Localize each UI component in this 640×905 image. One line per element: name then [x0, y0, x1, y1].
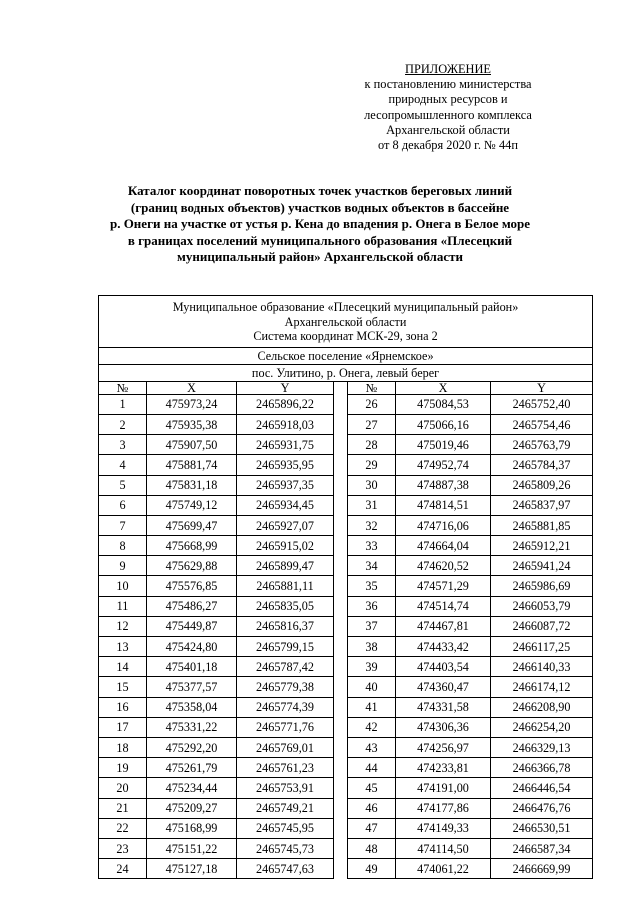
point-num: 10 — [99, 576, 147, 596]
column-gap — [334, 515, 348, 535]
column-gap — [334, 414, 348, 434]
table-row — [99, 556, 593, 576]
coord-x: 474360,47 — [396, 677, 491, 697]
point-num: 42 — [348, 717, 396, 737]
table-row — [99, 414, 593, 434]
table-row — [99, 677, 593, 697]
table-row — [99, 616, 593, 636]
coord-y: 2465763,79 — [491, 435, 593, 455]
point-num: 32 — [348, 515, 396, 535]
coord-x: 474403,54 — [396, 657, 491, 677]
coord-y: 2465752,40 — [491, 394, 593, 414]
point-num: 12 — [99, 616, 147, 636]
coord-y: 2465799,15 — [237, 637, 334, 657]
coord-y: 2465915,02 — [237, 536, 334, 556]
coord-x: 474061,22 — [396, 859, 491, 879]
point-num: 7 — [99, 515, 147, 535]
table-row — [99, 495, 593, 515]
table-row — [99, 758, 593, 778]
coord-x: 475292,20 — [147, 737, 237, 757]
point-num: 43 — [348, 737, 396, 757]
coord-y: 2465935,95 — [237, 455, 334, 475]
column-header-row — [99, 381, 593, 394]
coord-x: 475066,16 — [396, 414, 491, 434]
coord-x: 475749,12 — [147, 495, 237, 515]
point-num: 49 — [348, 859, 396, 879]
table-row — [99, 475, 593, 495]
coord-y: 2465837,97 — [491, 495, 593, 515]
coord-y: 2465747,63 — [237, 859, 334, 879]
column-gap — [334, 798, 348, 818]
coord-y: 2465809,26 — [491, 475, 593, 495]
col-header-x: X — [396, 381, 491, 394]
appendix-line: лесопромышленного комплекса — [364, 107, 532, 122]
column-gap — [334, 596, 348, 616]
coord-x: 475973,24 — [147, 394, 237, 414]
coord-y: 2465931,75 — [237, 435, 334, 455]
col-header-num: № — [99, 381, 147, 394]
section-row — [99, 364, 593, 381]
coord-x: 475084,53 — [396, 394, 491, 414]
coord-x: 475935,38 — [147, 414, 237, 434]
coord-y: 2465835,05 — [237, 596, 334, 616]
point-num: 6 — [99, 495, 147, 515]
point-num: 45 — [348, 778, 396, 798]
coord-y: 2465927,07 — [237, 515, 334, 535]
coord-x: 475019,46 — [396, 435, 491, 455]
table-row — [99, 798, 593, 818]
document-title — [40, 183, 600, 266]
point-num: 46 — [348, 798, 396, 818]
coord-x: 474191,00 — [396, 778, 491, 798]
point-num: 39 — [348, 657, 396, 677]
coord-y: 2466254,20 — [491, 717, 593, 737]
column-gap — [334, 717, 348, 737]
title-line: р. Онеги на участке от устья р. Кена до впадения р. Онега в Белое море — [109, 216, 531, 232]
coord-x: 475261,79 — [147, 758, 237, 778]
coord-x: 475881,74 — [147, 455, 237, 475]
col-header-num: № — [348, 381, 396, 394]
column-gap — [334, 637, 348, 657]
coord-y: 2465941,24 — [491, 556, 593, 576]
point-num: 8 — [99, 536, 147, 556]
column-gap — [334, 677, 348, 697]
coord-y: 2465934,45 — [237, 495, 334, 515]
coord-y: 2466087,72 — [491, 616, 593, 636]
point-num: 5 — [99, 475, 147, 495]
coord-y: 2465771,76 — [237, 717, 334, 737]
column-gap — [334, 818, 348, 838]
point-num: 48 — [348, 838, 396, 858]
point-num: 35 — [348, 576, 396, 596]
column-gap — [334, 455, 348, 475]
column-gap — [334, 495, 348, 515]
coord-x: 475209,27 — [147, 798, 237, 818]
section-cell: пос. Улитино, р. Онега, левый берег — [99, 364, 593, 381]
title-line: в границах поселений муниципального образования «Плесецкий — [127, 232, 513, 248]
coord-x: 474952,74 — [396, 455, 491, 475]
coord-y: 2466329,13 — [491, 737, 593, 757]
column-gap — [334, 737, 348, 757]
appendix-line: от 8 декабря 2020 г. № 44п — [378, 138, 518, 153]
coord-x: 474620,52 — [396, 556, 491, 576]
table-row — [99, 838, 593, 858]
table-row — [99, 657, 593, 677]
coord-y: 2466587,34 — [491, 838, 593, 858]
coord-y: 2465787,42 — [237, 657, 334, 677]
column-gap — [334, 394, 348, 414]
point-num: 23 — [99, 838, 147, 858]
coord-x: 475668,99 — [147, 536, 237, 556]
column-gap — [334, 536, 348, 556]
coord-y: 2465784,37 — [491, 455, 593, 475]
point-num: 21 — [99, 798, 147, 818]
column-gap — [334, 697, 348, 717]
title-line: Каталог координат поворотных точек участков береговых линий — [127, 183, 513, 198]
coord-y: 2465816,37 — [237, 616, 334, 636]
col-header-x: X — [147, 381, 237, 394]
table-row — [99, 455, 593, 475]
coord-y: 2465761,23 — [237, 758, 334, 778]
coord-y: 2466446,54 — [491, 778, 593, 798]
coord-y: 2466208,90 — [491, 697, 593, 717]
coord-x: 474664,04 — [396, 536, 491, 556]
table-row — [99, 818, 593, 838]
appendix-line: к постановлению министерства — [364, 77, 532, 92]
column-gap — [334, 838, 348, 858]
table-row — [99, 637, 593, 657]
coord-y: 2466366,78 — [491, 758, 593, 778]
column-gap — [334, 616, 348, 636]
point-num: 4 — [99, 455, 147, 475]
settlement-cell: Сельское поселение «Ярнемское» — [99, 347, 593, 364]
coord-x: 475699,47 — [147, 515, 237, 535]
point-num: 13 — [99, 637, 147, 657]
coord-x: 474433,42 — [396, 637, 491, 657]
header-line: Архангельской области — [284, 314, 407, 329]
appendix-line: природных ресурсов и — [388, 92, 508, 107]
point-num: 2 — [99, 414, 147, 434]
point-num: 38 — [348, 637, 396, 657]
coord-y: 2465896,22 — [237, 394, 334, 414]
coord-y: 2465881,85 — [491, 515, 593, 535]
point-num: 29 — [348, 455, 396, 475]
point-num: 3 — [99, 435, 147, 455]
point-num: 14 — [99, 657, 147, 677]
header-line: Муниципальное образование «Плесецкий муниципальный район» — [172, 300, 519, 314]
coord-y: 2465881,11 — [237, 576, 334, 596]
coord-y: 2466174,12 — [491, 677, 593, 697]
column-gap — [334, 435, 348, 455]
column-gap — [334, 381, 348, 394]
coord-y: 2466476,76 — [491, 798, 593, 818]
column-gap — [334, 475, 348, 495]
coord-x: 475449,87 — [147, 616, 237, 636]
table-row — [99, 576, 593, 596]
coord-x: 474814,51 — [396, 495, 491, 515]
coord-x: 474256,97 — [396, 737, 491, 757]
point-num: 15 — [99, 677, 147, 697]
coord-y: 2465918,03 — [237, 414, 334, 434]
coordinates-table — [98, 295, 593, 879]
title-line: муниципальный район» Архангельской области — [177, 249, 463, 265]
title-line: (границ водных объектов) участков водных объектов в бассейне — [130, 199, 510, 215]
column-gap — [334, 859, 348, 879]
coord-y: 2465986,69 — [491, 576, 593, 596]
appendix-block — [338, 62, 558, 153]
point-num: 44 — [348, 758, 396, 778]
municipality-header — [99, 296, 593, 348]
table-row — [99, 859, 593, 879]
point-num: 33 — [348, 536, 396, 556]
point-num: 28 — [348, 435, 396, 455]
coord-x: 475629,88 — [147, 556, 237, 576]
coord-x: 475168,99 — [147, 818, 237, 838]
coord-y: 2465745,73 — [237, 838, 334, 858]
coord-x: 474716,06 — [396, 515, 491, 535]
coord-x: 474571,29 — [396, 576, 491, 596]
coord-x: 474114,50 — [396, 838, 491, 858]
point-num: 16 — [99, 697, 147, 717]
table-row — [99, 536, 593, 556]
table-row — [99, 394, 593, 414]
point-num: 11 — [99, 596, 147, 616]
point-num: 40 — [348, 677, 396, 697]
coord-x: 475377,57 — [147, 677, 237, 697]
point-num: 22 — [99, 818, 147, 838]
column-gap — [334, 657, 348, 677]
col-header-y: Y — [491, 381, 593, 394]
column-gap — [334, 778, 348, 798]
coord-y: 2466530,51 — [491, 818, 593, 838]
coord-x: 474149,33 — [396, 818, 491, 838]
header-line: Система координат МСК-29, зона 2 — [253, 329, 438, 344]
coord-y: 2466117,25 — [491, 637, 593, 657]
col-header-y: Y — [237, 381, 334, 394]
coord-x: 474177,86 — [396, 798, 491, 818]
table-row — [99, 515, 593, 535]
coord-y: 2465779,38 — [237, 677, 334, 697]
point-num: 17 — [99, 717, 147, 737]
coord-x: 474887,38 — [396, 475, 491, 495]
coord-y: 2466053,79 — [491, 596, 593, 616]
coord-x: 475401,18 — [147, 657, 237, 677]
point-num: 30 — [348, 475, 396, 495]
coord-x: 475151,22 — [147, 838, 237, 858]
coord-y: 2466140,33 — [491, 657, 593, 677]
point-num: 36 — [348, 596, 396, 616]
point-num: 18 — [99, 737, 147, 757]
coord-x: 474306,36 — [396, 717, 491, 737]
coord-x: 474467,81 — [396, 616, 491, 636]
point-num: 41 — [348, 697, 396, 717]
coord-x: 475331,22 — [147, 717, 237, 737]
coord-x: 475234,44 — [147, 778, 237, 798]
point-num: 1 — [99, 394, 147, 414]
coord-y: 2465749,21 — [237, 798, 334, 818]
coord-y: 2465899,47 — [237, 556, 334, 576]
point-num: 47 — [348, 818, 396, 838]
coord-y: 2466669,99 — [491, 859, 593, 879]
coord-x: 475486,27 — [147, 596, 237, 616]
point-num: 20 — [99, 778, 147, 798]
table-row — [99, 697, 593, 717]
point-num: 27 — [348, 414, 396, 434]
coord-y: 2465745,95 — [237, 818, 334, 838]
coord-x: 475127,18 — [147, 859, 237, 879]
table-row — [99, 717, 593, 737]
table-row — [99, 596, 593, 616]
settlement-row — [99, 347, 593, 364]
appendix-line: Архангельской области — [386, 122, 510, 137]
appendix-heading: ПРИЛОЖЕНИЕ — [405, 62, 491, 76]
point-num: 26 — [348, 394, 396, 414]
point-num: 34 — [348, 556, 396, 576]
coord-x: 475424,80 — [147, 637, 237, 657]
column-gap — [334, 556, 348, 576]
coord-x: 474331,58 — [396, 697, 491, 717]
point-num: 19 — [99, 758, 147, 778]
column-gap — [334, 576, 348, 596]
point-num: 9 — [99, 556, 147, 576]
point-num: 31 — [348, 495, 396, 515]
column-gap — [334, 758, 348, 778]
table-header-row — [99, 296, 593, 348]
table-row — [99, 737, 593, 757]
table-row — [99, 778, 593, 798]
coord-x: 475576,85 — [147, 576, 237, 596]
coord-y: 2465937,35 — [237, 475, 334, 495]
coord-y: 2465753,91 — [237, 778, 334, 798]
coord-x: 475907,50 — [147, 435, 237, 455]
coord-x: 475831,18 — [147, 475, 237, 495]
coord-y: 2465754,46 — [491, 414, 593, 434]
coord-x: 474233,81 — [396, 758, 491, 778]
coord-y: 2465774,39 — [237, 697, 334, 717]
point-num: 37 — [348, 616, 396, 636]
coord-y: 2465769,01 — [237, 737, 334, 757]
coord-x: 475358,04 — [147, 697, 237, 717]
table-row — [99, 435, 593, 455]
point-num: 24 — [99, 859, 147, 879]
coord-x: 474514,74 — [396, 596, 491, 616]
coord-y: 2465912,21 — [491, 536, 593, 556]
table-body — [99, 296, 593, 879]
